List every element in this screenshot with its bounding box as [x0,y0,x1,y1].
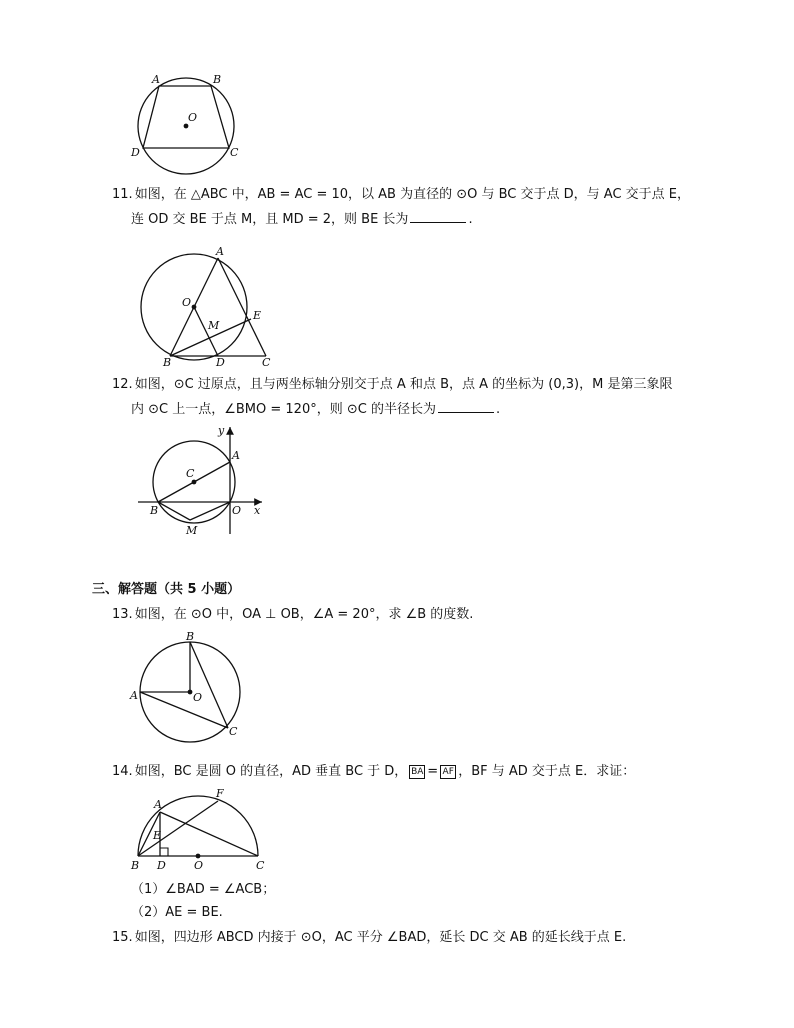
q14-item2: （2）AE = BE. [131,905,223,920]
q15-line [112,929,626,947]
label-a: A [152,73,160,86]
q12-period: . [495,402,501,417]
figure-q10 [130,70,250,180]
q12-line1 [112,376,672,394]
figure-q11-svg [132,244,277,369]
q14-number: 14. [112,764,133,779]
label-o: O [232,504,242,517]
label-a: A [216,245,224,258]
q13-number: 13. [112,607,133,622]
q12-line2 [131,400,500,419]
q11-period: . [468,212,473,227]
label-c: C [256,859,265,872]
label-d: D [157,859,166,872]
figure-q13 [128,630,258,742]
figure-q14-svg [130,786,270,876]
label-c: C [230,146,239,159]
label-b: B [150,504,159,517]
q11-text-line1: 如图，在 △ABC 中，AB = AC = 10，以 AB 为直径的 ⊙O 与 BC 交于点 D，与 AC 交于点 E， [134,187,691,202]
label-b: B [186,630,195,643]
label-m: M [208,319,220,332]
q12-number: 12. [112,377,133,392]
segments-bmo [158,502,230,520]
q12-text-line1: 如图，⊙C 过原点，且与两坐标轴分别交于点 A 和点 B，点 A 的坐标为 (0,3)，M 是第三象限 [134,377,673,392]
label-c: C [229,725,238,738]
q12-text-line2: 内 ⊙C 上一点，∠BMO = 120°，则 ⊙C 的半径长为 [131,402,436,417]
right-angle-mark [160,848,168,856]
q12-answer-blank[interactable] [438,400,494,413]
label-b: B [213,73,222,86]
figure-q11 [132,244,277,369]
label-e: E [153,829,162,842]
center-point [192,480,197,485]
q11-text-line2: 连 OD 交 BE 于点 M，且 MD = 2，则 BE 长为 [131,212,409,227]
label-x: x [254,504,261,517]
section-title: 三、解答题（共 5 小题） [92,582,241,597]
figure-q13-svg [128,630,258,742]
q14-line [112,763,635,781]
label-o: O [188,111,198,124]
label-b: B [163,356,172,369]
figure-q14 [130,786,270,876]
q14-eq: = [427,764,439,779]
q15-text: 如图，四边形 ABCD 内接于 ⊙O，AC 平分 ∠BAD，延长 DC 交 AB 的延长线于点 E. [134,930,627,945]
label-o: O [194,859,204,872]
label-a: A [154,798,162,811]
label-m: M [186,524,198,537]
q11-answer-blank[interactable] [410,210,466,223]
label-o: O [182,296,192,309]
q14-item1: （1）∠BAD = ∠ACB； [131,882,276,897]
segment-bf [138,801,218,856]
center-point [196,854,201,859]
label-b: B [131,859,140,872]
segment-ac [160,812,258,856]
label-d: D [216,356,225,369]
figure-q12-svg [130,422,270,542]
q15-number: 15. [112,930,133,945]
label-d: D [131,146,140,159]
label-c: C [262,356,271,369]
q11-line1 [112,186,690,204]
arc-ba-icon: BA [411,766,424,777]
label-a: A [130,689,138,702]
center-point [184,124,189,129]
q14-text-b: ，BF 与 AD 交于点 E．求证： [458,764,636,779]
label-a: A [232,449,240,462]
label-o: O [193,691,203,704]
figure-q12 [130,422,270,542]
q11-line2 [131,210,473,229]
segment-ac [218,258,266,356]
label-c: C [186,467,195,480]
center-point [192,305,197,310]
label-y: y [218,424,225,437]
q13-line [112,606,473,624]
label-e: E [253,309,262,322]
figure-q10-svg [130,70,250,180]
q13-text: 如图，在 ⊙O 中，OA ⊥ OB，∠A = 20°，求 ∠B 的度数. [134,607,474,622]
label-f: F [216,787,224,800]
trapezoid-abcd [143,86,229,148]
q11-number: 11. [112,187,133,202]
arc-af-icon: AF [440,765,456,779]
q14-text-a: 如图，BC 是圆 O 的直径，AD 垂直 BC 于 D， [134,764,408,779]
center-point [188,690,193,695]
